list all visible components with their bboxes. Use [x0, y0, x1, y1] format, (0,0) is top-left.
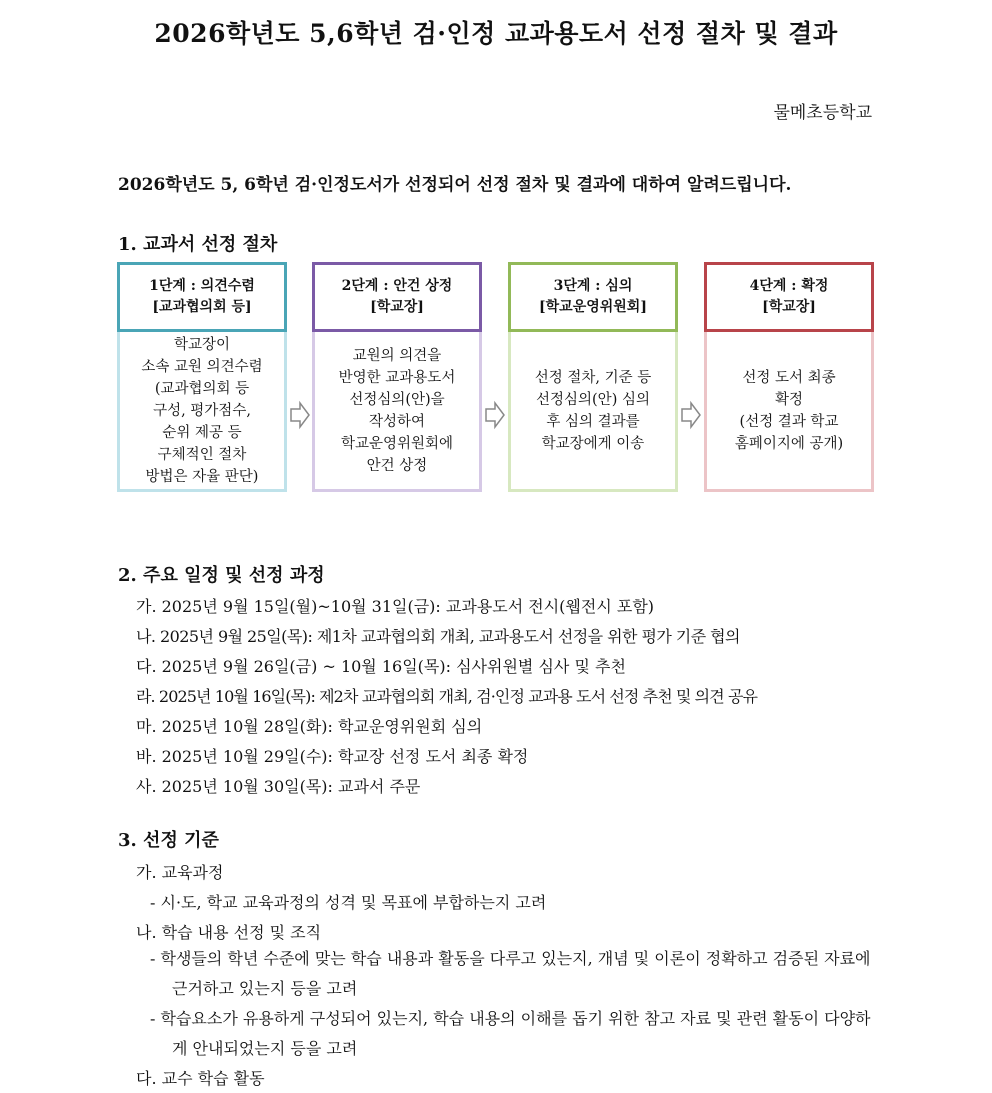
school-name: 물메초등학교	[773, 103, 872, 123]
criteria-a-detail: - 시·도, 학교 교육과정의 성격 및 목표에 부합하는지 고려	[150, 893, 547, 912]
arrow-right-icon	[680, 400, 702, 430]
stage-body-line: 선정 도서 최종	[742, 369, 836, 386]
criteria-b: 나. 학습 내용 선정 및 조직	[136, 923, 322, 942]
stage-body-line: 선정 절차, 기준 등	[534, 369, 652, 386]
stage-3-title: 3단계 : 심의	[553, 278, 633, 294]
stage-body-line: 반영한 교과용도서	[338, 369, 456, 386]
stage-1-role: [교과협의회 등]	[152, 299, 252, 315]
stage-2-role: [학교장]	[370, 299, 424, 315]
stage-body-line: 구성, 평가점수,	[153, 402, 251, 419]
stage-1-header	[117, 262, 287, 332]
section3-heading: 3. 선정 기준	[118, 830, 219, 851]
stage-3	[508, 262, 678, 492]
intro-text: 2026학년도 5, 6학년 검·인정도서가 선정되어 선정 절차 및 결과에 대하여 알려드립니다.	[118, 175, 792, 195]
stage-body-line: 교원의 의견을	[352, 347, 442, 364]
stage-3-role: [학교운영위원회]	[539, 299, 647, 315]
criteria-a: 가. 교육과정	[136, 863, 224, 882]
stage-body-line: (교과협의회 등	[154, 380, 250, 397]
stage-body-line: 구체적인 절차	[157, 446, 247, 463]
arrow-right-icon	[289, 400, 311, 430]
stage-3-body	[508, 332, 678, 492]
stage-4-body	[704, 332, 874, 492]
section1-heading: 1. 교과서 선정 절차	[118, 234, 278, 255]
schedule-item: 라. 2025년 10월 16일(목): 제2차 교과협의회 개최, 검·인정 교과용 도서 선정 추천 및 의견 공유	[136, 687, 758, 706]
stage-4	[704, 262, 874, 492]
stage-body-line: 선정심의(안) 심의	[536, 391, 650, 408]
criteria-b-detail-2	[150, 1004, 876, 1064]
stage-body-line: 학교장에게 이송	[541, 435, 645, 452]
schedule-item: 나. 2025년 9월 25일(목): 제1차 교과협의회 개최, 교과용도서 선정을 위한 평가 기준 협의	[136, 627, 740, 646]
stage-body-line: 학교운영위원회에	[340, 435, 454, 452]
stage-2	[312, 262, 482, 492]
schedule-item: 가. 2025년 9월 15일(월)~10월 31일(금): 교과용도서 전시(웹전시 포함)	[136, 597, 655, 616]
stage-body-line: 소속 교원 의견수렴	[141, 358, 263, 375]
stage-body-line: 확정	[774, 391, 803, 408]
stage-1	[117, 262, 287, 492]
stage-3-header	[508, 262, 678, 332]
stage-2-header	[312, 262, 482, 332]
stage-body-line: 방법은 자율 판단)	[145, 468, 259, 485]
stage-2-body	[312, 332, 482, 492]
stage-body-line: 후 심의 결과를	[546, 413, 640, 430]
stage-body-line: 안건 상정	[366, 457, 428, 474]
stage-4-header	[704, 262, 874, 332]
selection-flow	[117, 262, 865, 498]
page-title: 2026학년도 5,6학년 검·인정 교과용도서 선정 절차 및 결과	[154, 19, 838, 48]
stage-2-title: 2단계 : 안건 상정	[341, 278, 453, 294]
section2-heading: 2. 주요 일정 및 선정 과정	[118, 565, 325, 586]
stage-1-title: 1단계 : 의견수렴	[149, 278, 255, 294]
stage-body-line: 선정심의(안)을	[349, 391, 445, 408]
schedule-item: 마. 2025년 10월 28일(화): 학교운영위원회 심의	[136, 717, 483, 736]
stage-body-line: 홈페이지에 공개)	[734, 435, 844, 452]
stage-1-body	[117, 332, 287, 492]
schedule-item: 다. 2025년 9월 26일(금) ~ 10월 16일(목): 심사위원별 심사 및 추천	[136, 657, 626, 676]
stage-4-role: [학교장]	[762, 299, 816, 315]
stage-body-line: 학교장이	[173, 336, 231, 353]
schedule-item: 바. 2025년 10월 29일(수): 학교장 선정 도서 최종 확정	[136, 747, 529, 766]
criteria-c: 다. 교수 학습 활동	[136, 1069, 265, 1088]
arrow-right-icon	[484, 400, 506, 430]
stage-body-line: 작성하여	[368, 413, 425, 430]
schedule-item: 사. 2025년 10월 30일(목): 교과서 주문	[136, 777, 421, 796]
criteria-b-detail-1-text: - 학생들의 학년 수준에 맞는 학습 내용과 활동을 다루고 있는지, 개념 및 이론이 정확하고 검증된 자료에 근거하고 있는지 등을 고려	[150, 949, 871, 998]
stage-body-line: (선정 결과 학교	[739, 413, 839, 430]
stage-4-title: 4단계 : 확정	[749, 278, 829, 294]
criteria-b-detail-2-text: - 학습요소가 유용하게 구성되어 있는지, 학습 내용의 이해를 돕기 위한 참고 자료 및 관련 활동이 다양하게 안내되었는지 등을 고려	[150, 1009, 871, 1058]
stage-body-line: 순위 제공 등	[162, 424, 242, 441]
criteria-b-detail-1	[150, 944, 876, 1004]
